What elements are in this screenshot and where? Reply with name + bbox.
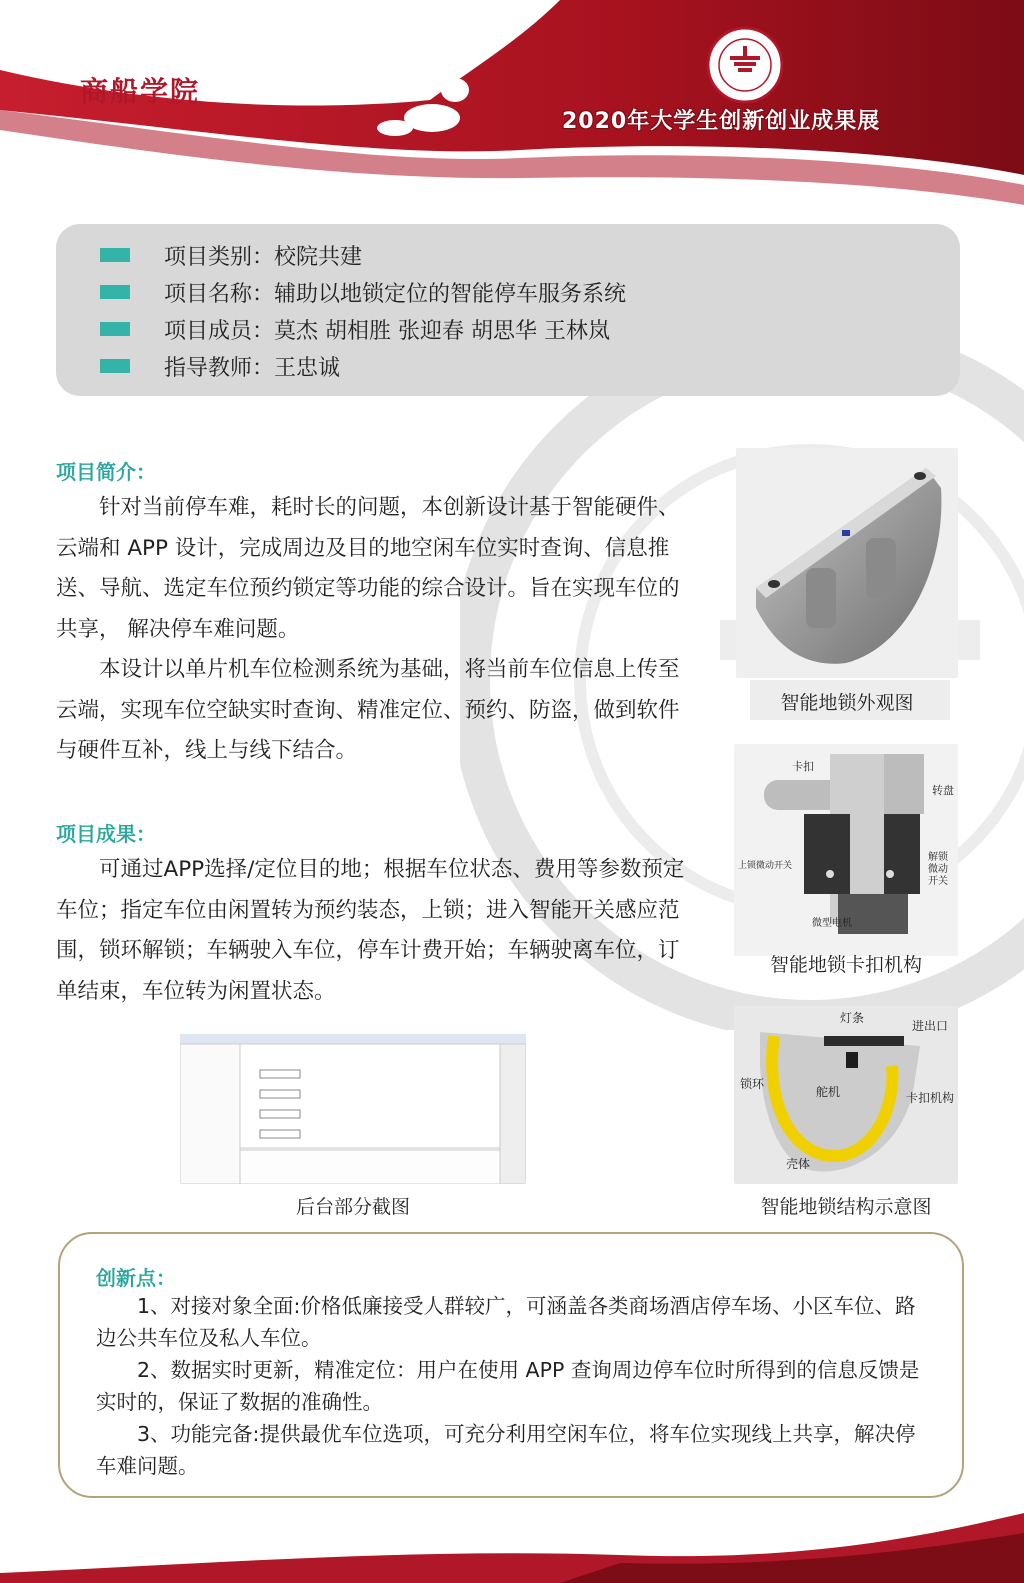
label-unlock-1: 解锁 bbox=[928, 852, 948, 863]
label-light: 灯条 bbox=[840, 1011, 865, 1025]
innovation-body bbox=[96, 1290, 920, 1482]
label-unlock-2: 微动 bbox=[928, 864, 948, 875]
label-ring: 锁环 bbox=[740, 1077, 765, 1091]
backend-screenshot bbox=[180, 1034, 526, 1184]
lock-structure-diagram bbox=[734, 1006, 958, 1184]
label-clasp: 卡扣机构 bbox=[906, 1091, 955, 1105]
innovation-paragraph: 1、对接对象全面:价格低廉接受人群较广，可涵盖各类商场酒店停车场、小区车位、路边公共车位及私人车位。 bbox=[96, 1294, 916, 1350]
result-title: 项目成果： bbox=[56, 822, 156, 846]
college-name: 商船学院 bbox=[80, 75, 201, 108]
square-bullet-icon bbox=[100, 359, 130, 373]
intro-title: 项目简介： bbox=[56, 460, 156, 484]
caption-clasp: 智能地锁卡扣机构 bbox=[769, 954, 922, 976]
innovation-paragraph: 2、数据实时更新，精准定位：用户在使用 APP 查询周边停车位时所得到的信息反馈是实时的，保证了数据的准确性。 bbox=[96, 1358, 920, 1414]
innovation-paragraph: 3、功能完备:提供最优车位选项，可充分利用空闲车位，将车位实现线上共享，解决停车难问题。 bbox=[96, 1422, 916, 1478]
innovation-title: 创新点： bbox=[96, 1266, 176, 1290]
result-paragraph: 可通过APP选择/定位目的地；根据车位状态、费用等参数预定车位；指定车位由闲置转为预约装态，上锁；进入智能开关感应范围，锁环解锁；车辆驶入车位，停车计费开始；车辆驶离车位，订单结束，车位转为闲置状态。 bbox=[56, 857, 685, 1004]
footer-background bbox=[0, 1493, 1024, 1583]
caption-exterior: 智能地锁外观图 bbox=[780, 692, 914, 714]
label-motor: 微型电机 bbox=[812, 918, 852, 929]
square-bullet-icon bbox=[100, 322, 130, 336]
university-seal-icon bbox=[706, 26, 784, 104]
label-upper-switch: 上锁微动开关 bbox=[738, 861, 793, 871]
label-rudder: 舵机 bbox=[816, 1085, 841, 1099]
label-kakou: 卡扣 bbox=[792, 760, 814, 773]
label-port: 进出口 bbox=[912, 1019, 949, 1033]
label-zhuanpan: 转盘 bbox=[932, 784, 954, 797]
label-shell: 壳体 bbox=[786, 1157, 811, 1171]
result-body bbox=[56, 850, 696, 1012]
expo-title: 2020年大学生创新创业成果展 bbox=[562, 109, 881, 134]
square-bullet-icon bbox=[100, 285, 130, 299]
intro-body bbox=[56, 488, 696, 772]
square-bullet-icon bbox=[100, 248, 130, 262]
label-unlock-3: 开关 bbox=[928, 876, 948, 887]
intro-paragraph: 本设计以单片机车位检测系统为基础，将当前车位信息上传至云端，实现车位空缺实时查询、精准定位、预约、防盗，做到软件与硬件互补，线上与线下结合。 bbox=[56, 657, 680, 763]
caption-structure: 智能地锁结构示意图 bbox=[760, 1196, 932, 1218]
lock-clasp-diagram bbox=[734, 744, 958, 956]
caption-backend: 后台部分截图 bbox=[295, 1196, 410, 1218]
intro-paragraph: 针对当前停车难，耗时长的问题，本创新设计基于智能硬件、云端和 APP 设计，完成周边及目的地空闲车位实时查询、信息推送、导航、选定车位预约锁定等功能的综合设计。旨在实现车位的共享， 解决停车难问题。 bbox=[56, 495, 680, 642]
lock-exterior-photo bbox=[736, 448, 958, 678]
